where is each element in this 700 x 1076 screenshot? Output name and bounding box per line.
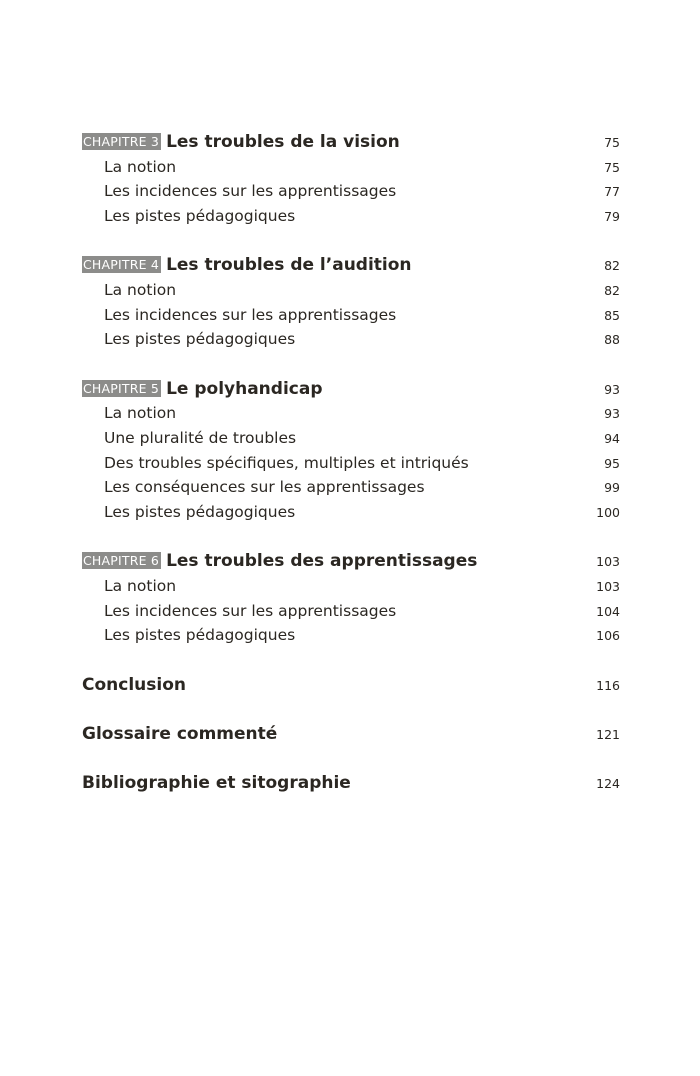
- entry-title: Les pistes pédagogiques: [104, 626, 296, 645]
- entry-title: Les pistes pédagogiques: [104, 502, 296, 521]
- page-number: 116: [596, 677, 620, 693]
- page-number: 103: [596, 554, 620, 570]
- page-number: 79: [604, 208, 620, 224]
- toc-entry[interactable]: [82, 327, 620, 352]
- page-number: 103: [596, 578, 620, 594]
- chapter-title: Les troubles de la vision: [166, 132, 400, 152]
- entry-title: La notion: [104, 576, 177, 595]
- page-number: 124: [596, 776, 620, 792]
- entry-title: Les incidences sur les apprentissages: [104, 601, 397, 620]
- toc-entry[interactable]: [82, 303, 620, 328]
- chapter-title: Les troubles de l’audition: [166, 255, 412, 276]
- page-number: 94: [604, 430, 620, 446]
- entry-title: Les incidences sur les apprentissages: [104, 182, 397, 201]
- toc-section[interactable]: [82, 722, 620, 747]
- page-number: 106: [596, 628, 620, 644]
- toc-entry[interactable]: [82, 179, 620, 204]
- page-number: 82: [604, 258, 620, 274]
- entry-title: Les pistes pédagogiques: [104, 206, 296, 225]
- toc-entry[interactable]: [82, 155, 620, 180]
- page-number: 104: [596, 603, 620, 619]
- chapter-title: Les troubles des apprentissages: [166, 551, 478, 572]
- toc-entry[interactable]: [82, 599, 620, 624]
- chapter-block: [82, 549, 620, 647]
- toc-entry[interactable]: [82, 204, 620, 229]
- page-number: 75: [604, 159, 620, 175]
- toc-entry[interactable]: [82, 451, 620, 476]
- chapter-heading[interactable]: [82, 130, 620, 155]
- chapter-block: [82, 253, 620, 351]
- page-number: 82: [604, 282, 620, 298]
- chapter-heading[interactable]: [82, 377, 620, 402]
- chapter-block: [82, 377, 620, 525]
- chapter-block: [82, 130, 620, 228]
- chapter-title: Le polyhandicap: [166, 378, 323, 399]
- toc-section[interactable]: [82, 673, 620, 698]
- chapter-heading[interactable]: [82, 549, 620, 574]
- toc-entry[interactable]: [82, 278, 620, 303]
- page-number: 100: [596, 504, 620, 520]
- section-title: Conclusion: [82, 674, 186, 695]
- section-title: Bibliographie et sitographie: [82, 773, 351, 794]
- entry-title: Les conséquences sur les apprentissages: [104, 478, 425, 497]
- chapter-label: CHAPITRE 6: [83, 553, 160, 569]
- entry-title: Les pistes pédagogiques: [104, 330, 296, 349]
- page-number: 93: [604, 406, 620, 422]
- entry-title: Des troubles spécifiques, multiples et intriqués: [104, 453, 469, 472]
- toc-entry[interactable]: [82, 623, 620, 648]
- page-number: 75: [604, 135, 620, 150]
- toc-entry[interactable]: [82, 574, 620, 599]
- chapter-label: CHAPITRE 3: [83, 134, 160, 149]
- chapter-heading[interactable]: [82, 253, 620, 278]
- section-title: Glossaire commenté: [82, 723, 278, 744]
- toc-entry[interactable]: [82, 401, 620, 426]
- chapter-label: CHAPITRE 4: [83, 257, 160, 273]
- toc-entry[interactable]: [82, 500, 620, 525]
- entry-title: Les incidences sur les apprentissages: [104, 305, 397, 324]
- page-number: 77: [604, 184, 620, 200]
- page-number: 88: [604, 332, 620, 348]
- entry-title: Une pluralité de troubles: [104, 428, 297, 447]
- page-number: 95: [604, 455, 620, 471]
- chapter-label: CHAPITRE 5: [83, 380, 160, 396]
- page-number: 121: [596, 726, 620, 742]
- page-number: 99: [604, 480, 620, 496]
- toc-entry[interactable]: [82, 475, 620, 500]
- toc-section[interactable]: [82, 771, 620, 796]
- entry-title: La notion: [104, 280, 177, 299]
- table-of-contents: [82, 130, 620, 820]
- page-number: 93: [604, 381, 620, 397]
- toc-entry[interactable]: [82, 426, 620, 451]
- page-number: 85: [604, 307, 620, 323]
- entry-title: La notion: [104, 404, 177, 423]
- entry-title: La notion: [104, 157, 177, 176]
